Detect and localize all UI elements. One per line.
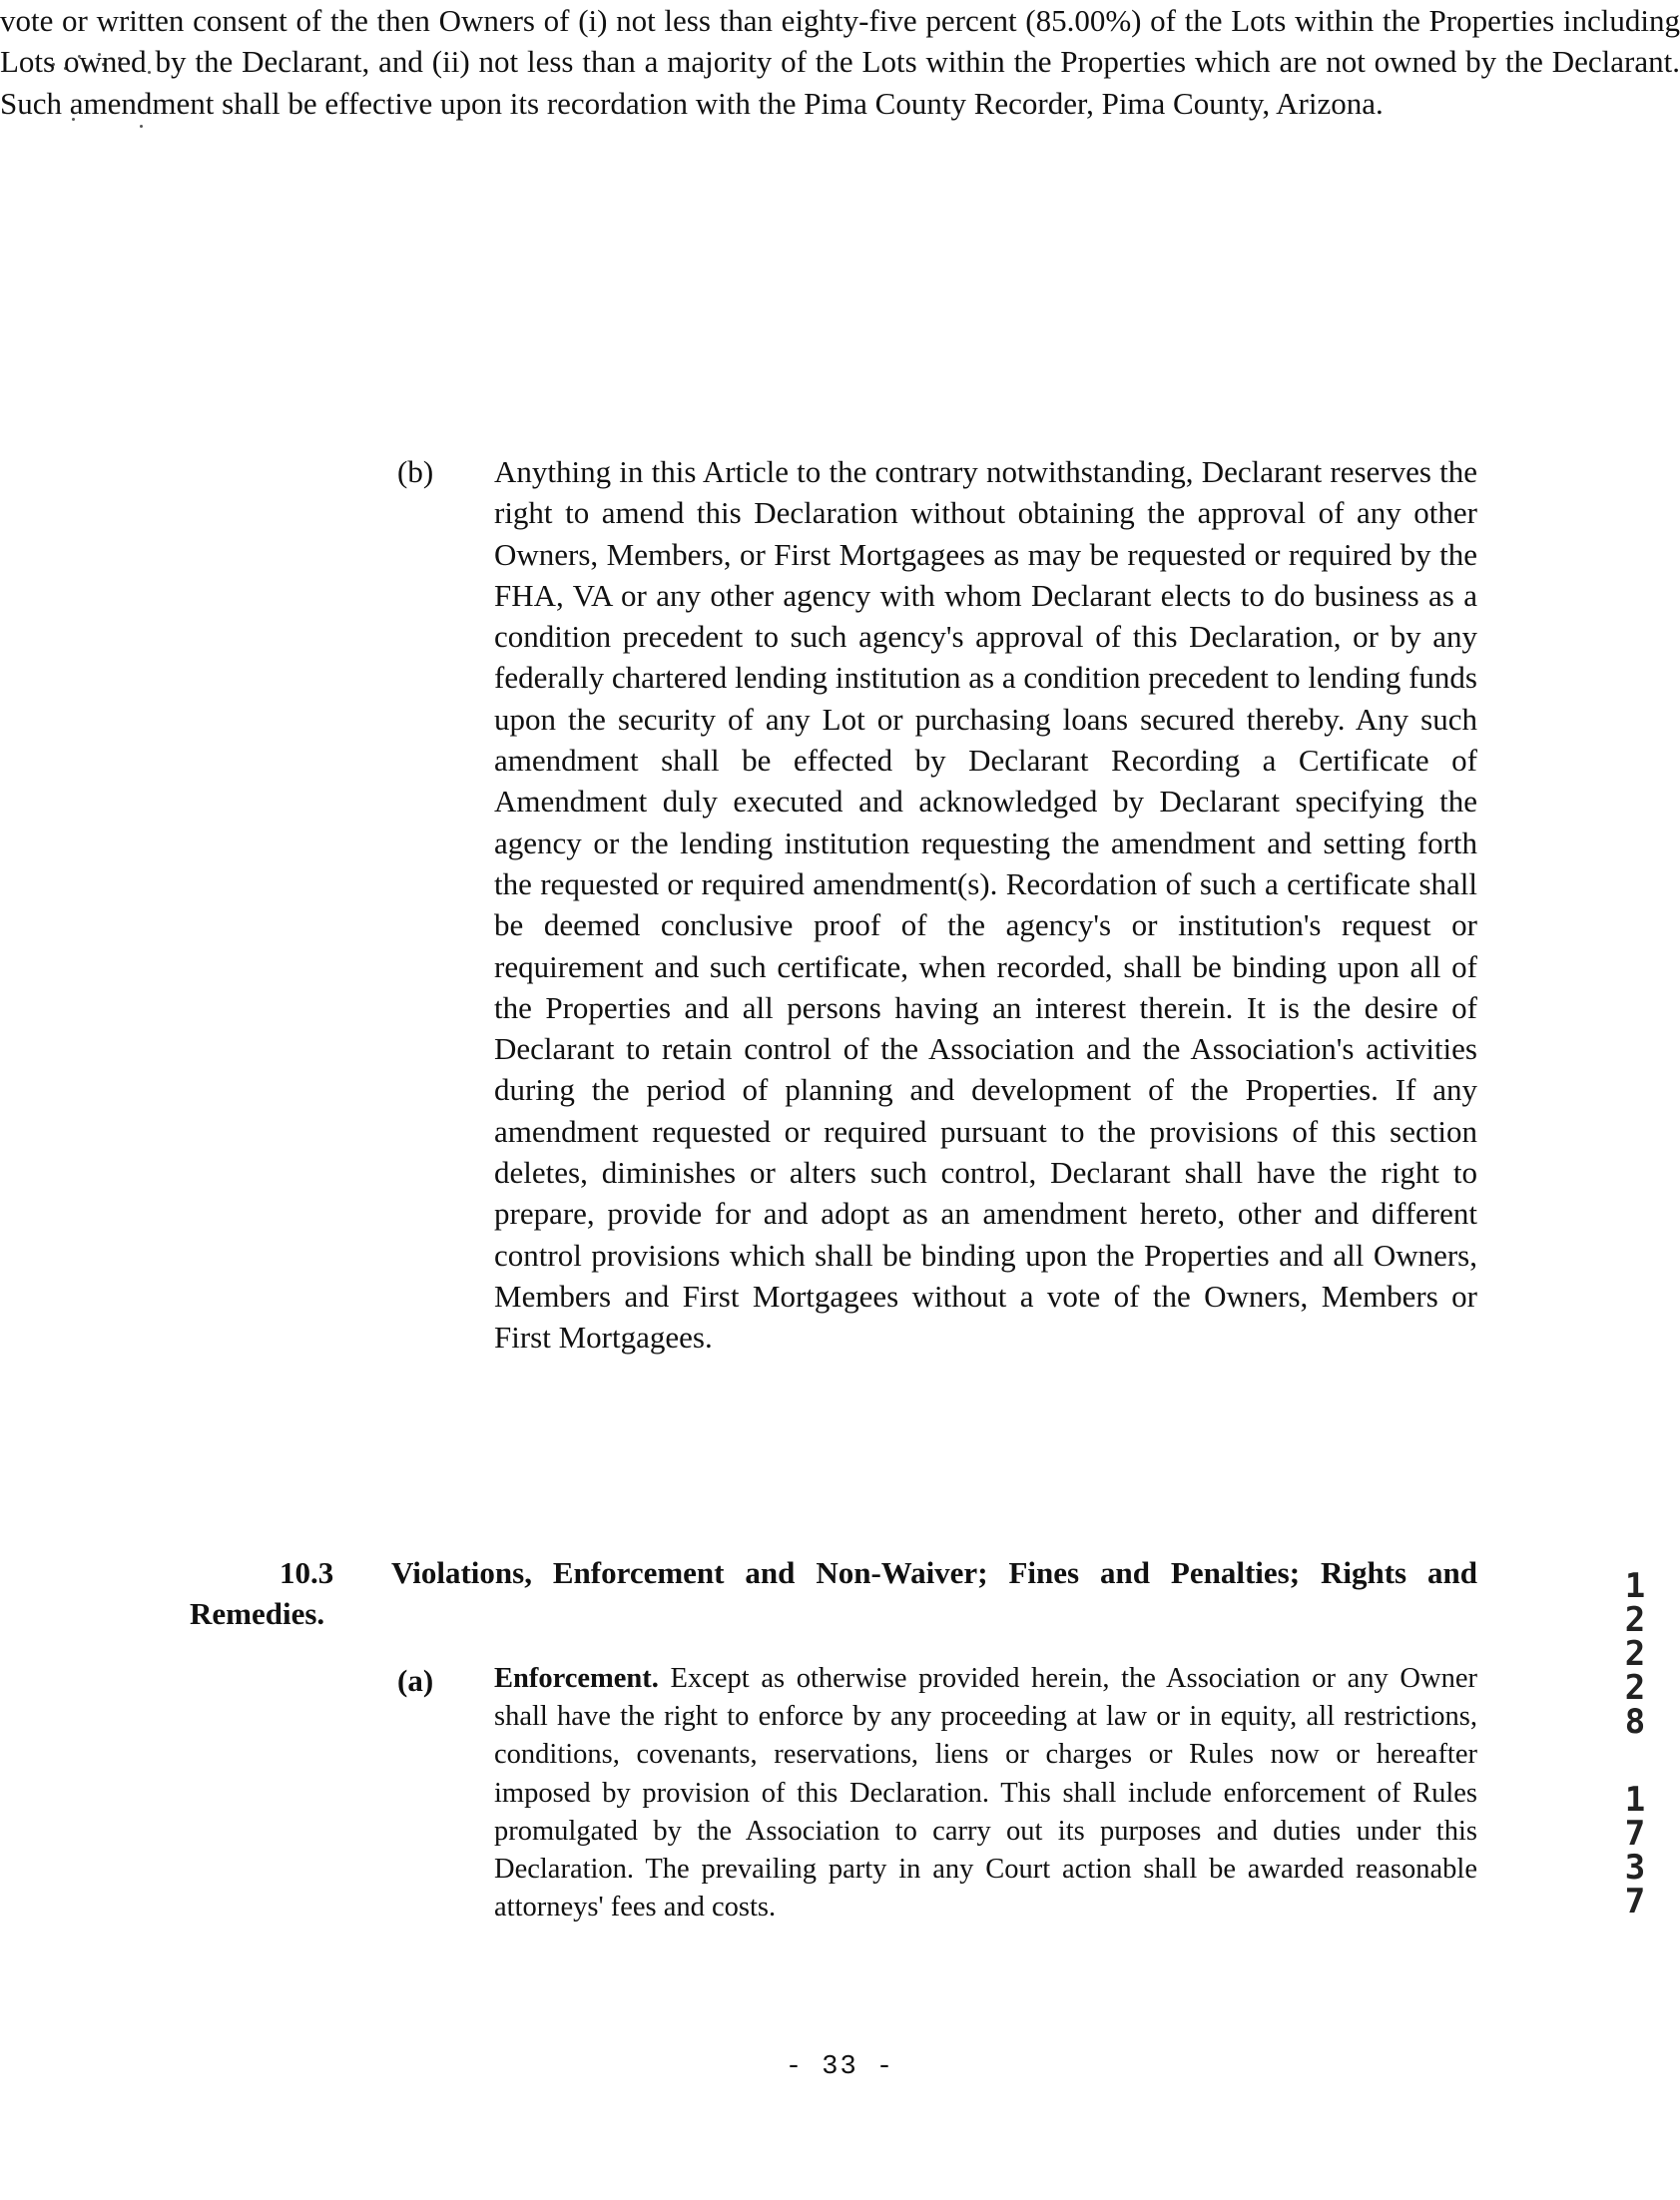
section-number: 10.3 [280, 1555, 334, 1590]
stamp-digit: 2 [1624, 1600, 1646, 1640]
paragraph-a-text [494, 1660, 1477, 1926]
stamp-digit: 8 [1624, 1702, 1646, 1742]
paragraph-a-body: Except as otherwise provided herein, the Association or any Owner shall have the right to enforce by any proceeding at law or in equity, all restrictions, conditions, covenants, reservations, liens or charges or Rules now or hereafter imposed by provision of this Declaration. This shall include enforcement of Rules promulgated by the Association to carry out its purposes and duties under this Declaration. The prevailing party in any Court action shall be awarded reasonable attorneys' fees and costs. [494, 1663, 1477, 1924]
paragraph-b-marker: (b) [397, 454, 434, 489]
stamp-digit: 3 [1624, 1848, 1646, 1888]
section-title: Violations, Enforcement and Non-Waiver; Fines and Penalties; Rights and [391, 1555, 1477, 1590]
stamp-gap [1615, 1739, 1655, 1783]
page-number: - 33 - [785, 2052, 895, 2082]
stamp-digit: 7 [1624, 1882, 1646, 1922]
stamp-digit: 1 [1624, 1566, 1646, 1606]
paragraph-a-marker: (a) [397, 1663, 434, 1698]
stamp-digit: 7 [1624, 1814, 1646, 1854]
recording-stamp [1615, 1566, 1655, 1922]
stamp-digit: 1 [1624, 1780, 1646, 1820]
continuation-paragraph: vote or written consent of the then Owners of (i) not less than eighty-five percent (85.00%) of the Lots within the Properties including Lots owned by the Declarant, and (ii) not less than a majority of the Lots within the Properties which are not owned by the Declarant. Such amendment shall be effective upon its recordation with the Pima County Recorder, Pima County, Arizona. [0, 3, 1680, 121]
stamp-digit: 2 [1624, 1668, 1646, 1708]
section-title-continued: Remedies. [190, 1596, 325, 1631]
paragraph-b-text: Anything in this Article to the contrary notwithstanding, Declarant reserves the right to amend this Declaration without obtaining the approval of any other Owners, Members, or First Mortgagees as may be requested or required by the FHA, VA or any other agency with whom Declarant elects to do business as a condition precedent to such agency's approval of this Declaration, or by any federally chartered lending institution as a condition precedent to lending funds upon the security of any Lot or purchasing loans secured thereby. Any such amendment shall be effected by Declarant Recording a Certificate of Amendment duly executed and acknowledged by Declarant specifying the agency or the lending institution requesting the amendment and setting forth the requested or required amendment(s). Recordation of such a certificate shall be deemed conclusive proof of the agency's or institution's request or requirement and such certificate, when recorded, shall be binding upon all of the Properties and all persons having an interest therein. It is the desire of Declarant to retain control of the Association and the Association's activities during the period of planning and development of the Properties. If any amendment requested or required pursuant to the provisions of this section deletes, diminishes or alters such control, Declarant shall have the right to prepare, provide for and adopt as an amendment hereto, other and different control provisions which shall be binding upon the Properties and all Owners, Members and First Mortgagees without a vote of the Owners, Members or First Mortgagees. [494, 454, 1477, 1356]
paragraph-a-heading: Enforcement. [494, 1663, 659, 1694]
stamp-digit: 2 [1624, 1634, 1646, 1674]
